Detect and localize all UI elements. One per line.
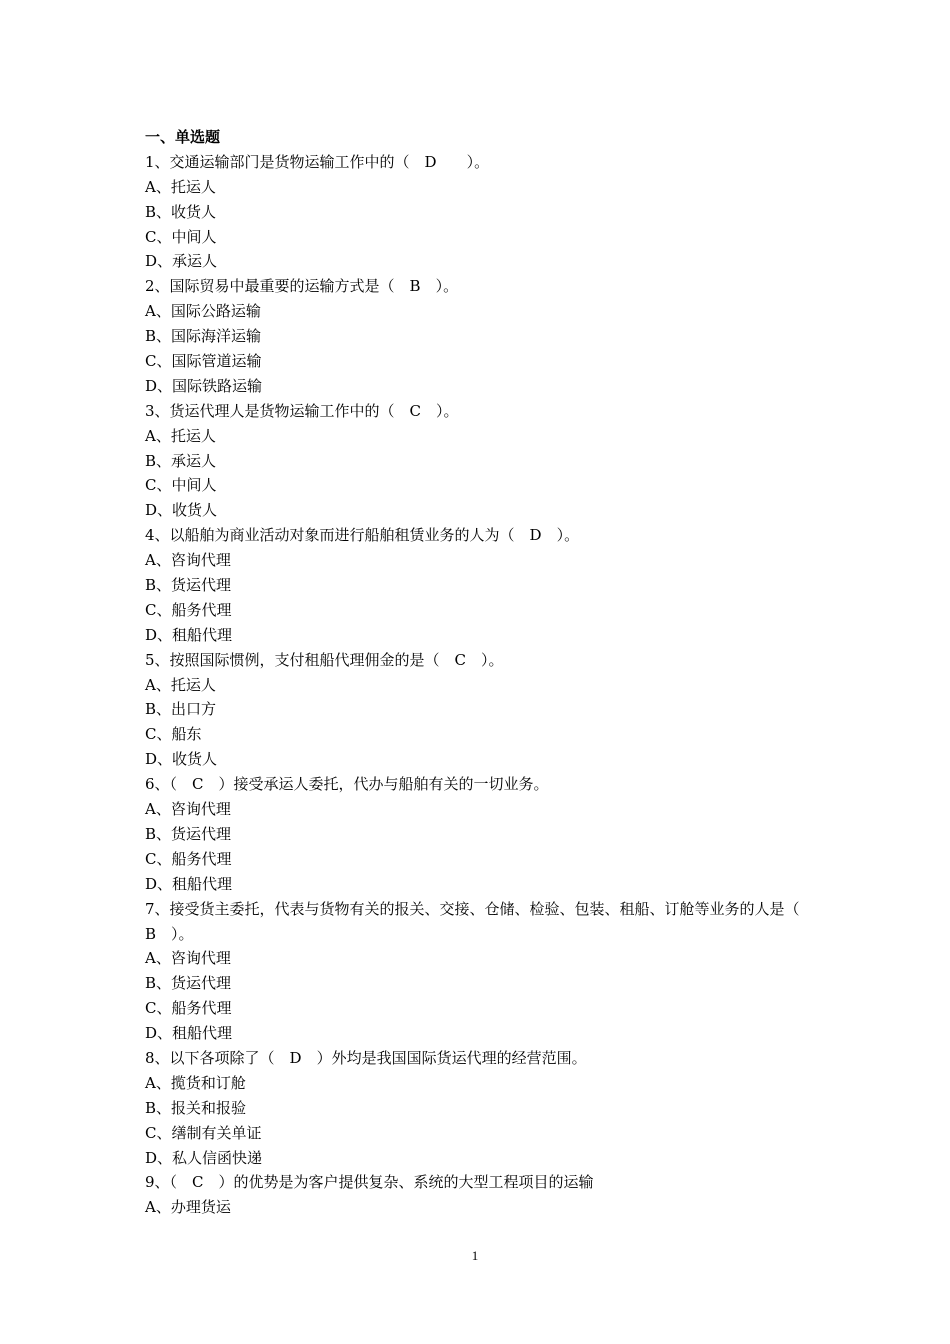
- question-stem: 8、以下各项除了（ D ）外均是我国国际货运代理的经营范围。: [145, 1048, 587, 1067]
- question-list: [145, 150, 825, 1220]
- document-body: [145, 125, 825, 1220]
- answer-option: C、船务代理: [145, 600, 232, 619]
- answer-option: A、咨询代理: [145, 800, 231, 819]
- answer-option: A、揽货和订舱: [145, 1073, 246, 1092]
- answer-option: C、国际管道运输: [145, 352, 262, 371]
- answer-option: D、租船代理: [145, 625, 233, 644]
- answer-option: C、船务代理: [145, 849, 232, 868]
- answer-option: D、承运人: [145, 252, 218, 271]
- answer-option: A、咨询代理: [145, 551, 231, 570]
- answer-option: A、托运人: [145, 675, 216, 694]
- answer-option: D、收货人: [145, 750, 218, 769]
- answer-option: B、收货人: [145, 202, 217, 221]
- answer-option: D、租船代理: [145, 874, 233, 893]
- answer-option: C、缮制有关单证: [145, 1123, 262, 1142]
- question-stem: 6、（ C ）接受承运人委托，代办与船舶有关的一切业务。: [145, 775, 549, 794]
- answer-option: B、报关和报验: [145, 1098, 247, 1117]
- answer-option: A、办理货运: [145, 1198, 231, 1217]
- question-stem: 2、国际贸易中最重要的运输方式是（ B ）。: [145, 277, 459, 296]
- answer-option: D、私人信函快递: [145, 1148, 263, 1167]
- question-stem: 3、货运代理人是货物运输工作中的（ C ）。: [145, 401, 459, 420]
- answer-option: B、货运代理: [145, 824, 232, 843]
- answer-option: B、国际海洋运输: [145, 327, 262, 346]
- question-stem: 4、以船舶为商业活动对象而进行船舶租赁业务的人为（ D ）。: [145, 526, 580, 545]
- answer-option: C、中间人: [145, 476, 217, 495]
- answer-option: D、收货人: [145, 501, 218, 520]
- answer-option: D、租船代理: [145, 1024, 233, 1043]
- answer-option: A、托运人: [145, 426, 216, 445]
- answer-option: C、船东: [145, 725, 202, 744]
- answer-option: B、货运代理: [145, 576, 232, 595]
- question-stem: 5、按照国际惯例，支付租船代理佣金的是（ C ）。: [145, 650, 504, 669]
- answer-option: B、承运人: [145, 451, 217, 470]
- answer-option: D、国际铁路运输: [145, 376, 263, 395]
- page-number: 1: [471, 1248, 479, 1263]
- answer-option: A、咨询代理: [145, 949, 231, 968]
- section-title: 一、单选题: [145, 128, 221, 146]
- answer-option: A、托运人: [145, 177, 216, 196]
- question-stem: 9、（ C ）的优势是为客户提供复杂、系统的大型工程项目的运输: [145, 1173, 594, 1192]
- answer-option: A、国际公路运输: [145, 302, 261, 321]
- answer-option: B、货运代理: [145, 974, 232, 993]
- answer-option: C、中间人: [145, 227, 217, 246]
- answer-option: C、船务代理: [145, 999, 232, 1018]
- question-stem: 7、接受货主委托，代表与货物有关的报关、交接、仓储、检验、包装、租船、订舱等业务的人是（ B ）。: [145, 899, 815, 943]
- answer-option: B、出口方: [145, 700, 217, 719]
- question-stem: 1、交通运输部门是货物运输工作中的（ D ）。: [145, 152, 490, 171]
